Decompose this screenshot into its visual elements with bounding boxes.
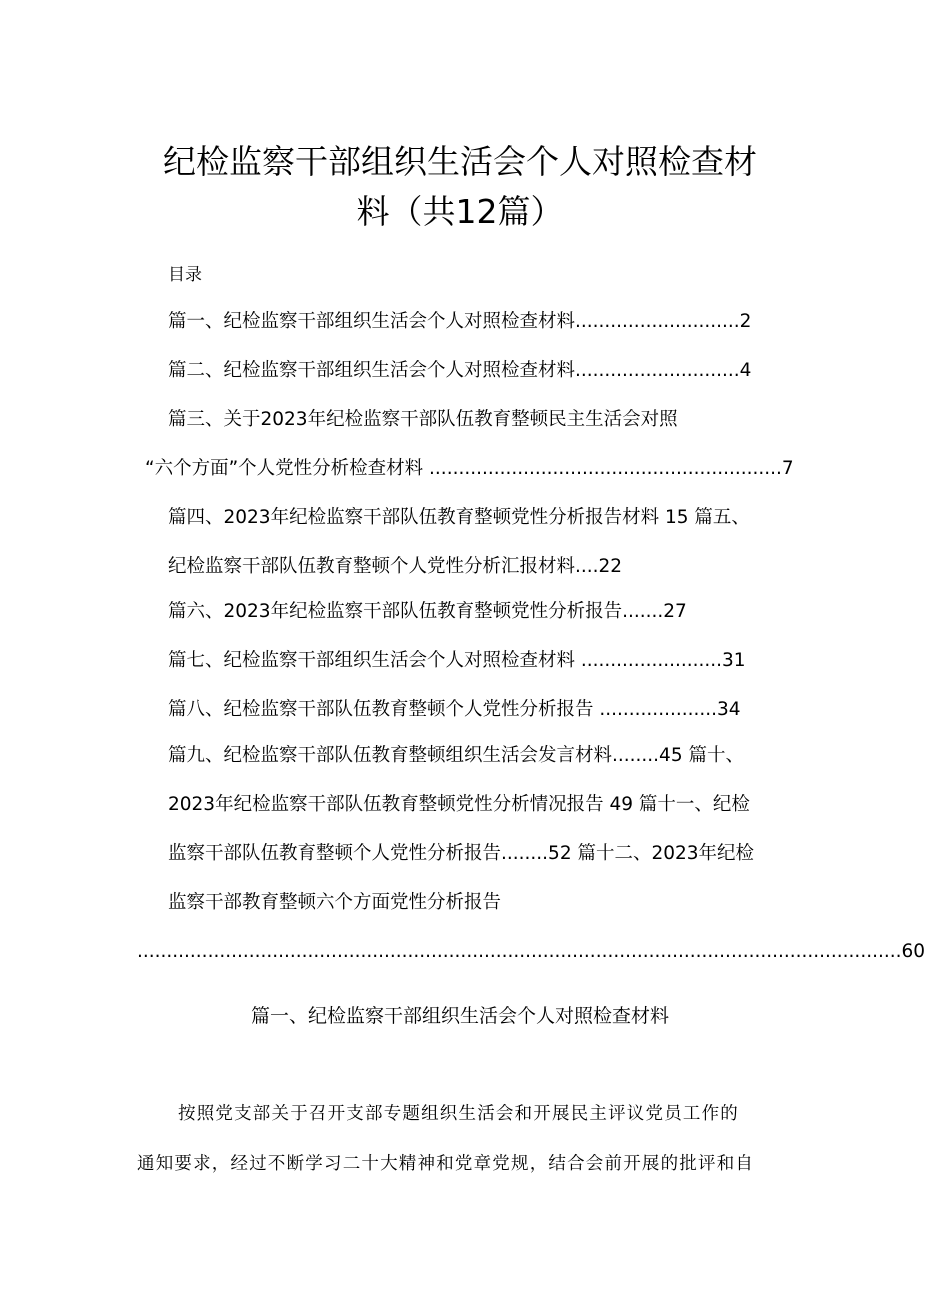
toc-line: 篇六、2023年纪检监察干部队伍教育整顿党性分析报告.......27	[168, 601, 687, 622]
toc-line: “六个方面”个人党性分析检查材料 ............................................................7	[145, 458, 794, 479]
body-paragraph-line: 按照党支部关于召开支部专题组织生活会和开展民主评议党员工作的	[178, 1104, 739, 1124]
section-title: 篇一、纪检监察干部组织生活会个人对照检查材料	[250, 1005, 669, 1027]
toc-line: 篇九、纪检监察干部队伍教育整顿组织生活会发言材料........45 篇十、	[168, 745, 744, 766]
toc-line: 纪检监察干部队伍教育整顿个人党性分析汇报材料....22	[168, 556, 623, 577]
toc-line: 篇一、纪检监察干部组织生活会个人对照检查材料............................2	[168, 311, 752, 332]
toc-line: 篇二、纪检监察干部组织生活会个人对照检查材料............................4	[168, 360, 752, 381]
toc-line: 篇七、纪检监察干部组织生活会个人对照检查材料 ........................31	[168, 650, 746, 671]
document-title-line-1: 纪检监察干部组织生活会个人对照检查材	[163, 142, 757, 181]
toc-heading: 目录	[168, 265, 202, 285]
toc-line: 监察干部队伍教育整顿个人党性分析报告........52 篇十二、2023年纪检	[168, 843, 755, 864]
toc-line: 监察干部教育整顿六个方面党性分析报告	[168, 892, 502, 913]
toc-line: 篇四、2023年纪检监察干部队伍教育整顿党性分析报告材料 15 篇五、	[168, 507, 750, 528]
toc-line: ..................................................................................................................................60	[137, 941, 925, 962]
document-title-line-2: 料（共12篇）	[356, 192, 564, 231]
body-paragraph-line: 通知要求，经过不断学习二十大精神和党章党规，结合会前开展的批评和自	[137, 1154, 755, 1174]
toc-line: 篇三、关于2023年纪检监察干部队伍教育整顿民主生活会对照	[168, 409, 678, 430]
toc-line: 2023年纪检监察干部队伍教育整顿党性分析情况报告 49 篇十一、纪检	[168, 794, 750, 815]
toc-line: 篇八、纪检监察干部队伍教育整顿个人党性分析报告 ....................34	[168, 699, 741, 720]
